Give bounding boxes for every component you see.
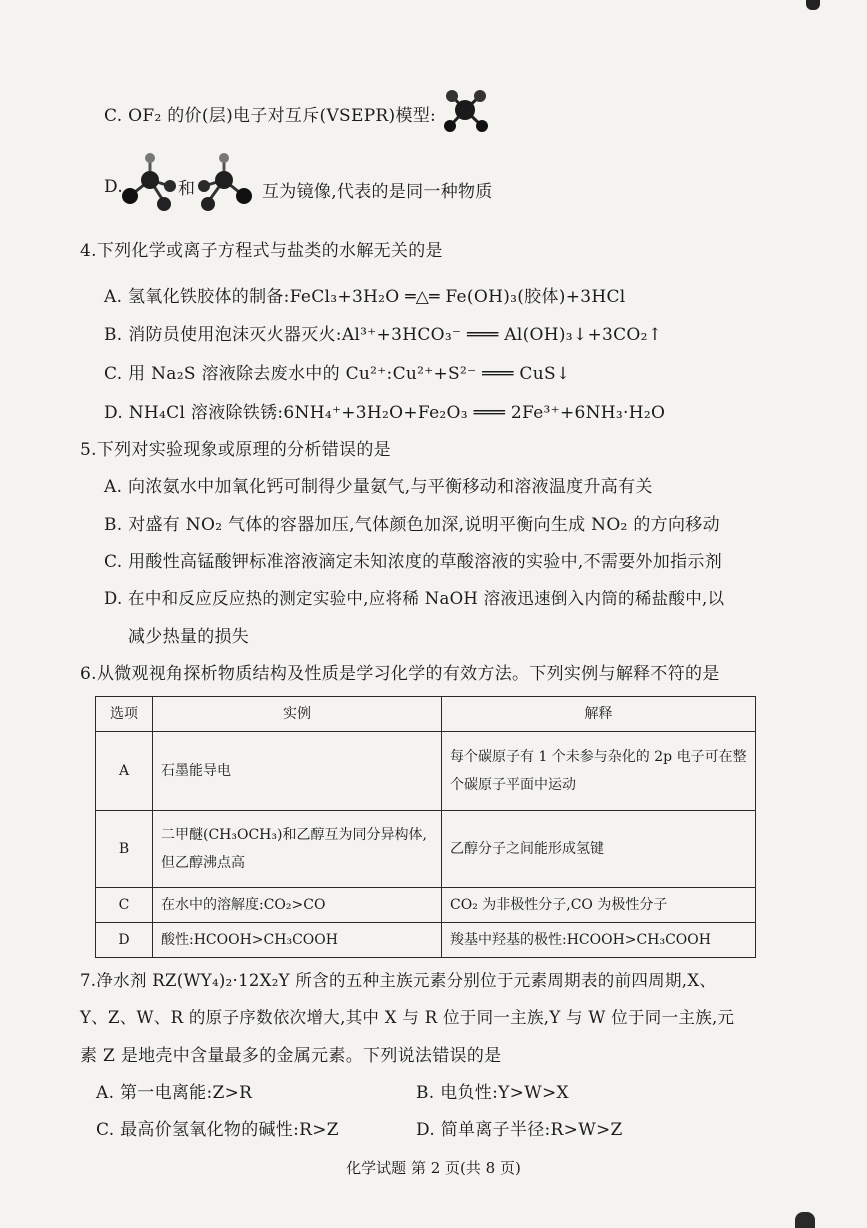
q7-option-d: D. 简单离子半径:R>W>Z	[416, 1120, 623, 1140]
cell-example: 酸性:HCOOH>CH₃COOH	[153, 923, 442, 958]
q7-stem-line3: 素 Z 是地壳中含量最多的金属元素。下列说法错误的是	[80, 1046, 502, 1066]
table-row	[96, 888, 756, 923]
q3-option-d-text: 互为镜像,代表的是同一种物质	[262, 182, 493, 202]
q4-option-b: B. 消防员使用泡沫灭火器灭火:Al³⁺+3HCO₃⁻ ═══ Al(OH)₃↓+3CO₂↑	[104, 325, 663, 345]
header-example: 实例	[153, 697, 442, 732]
q4-option-d: D. NH₄Cl 溶液除铁锈:6NH₄⁺+3H₂O+Fe₂O₃ ═══ 2Fe³⁺+6NH₃·H₂O	[104, 403, 666, 423]
q7-option-b: B. 电负性:Y>W>X	[416, 1083, 569, 1103]
q6-stem: 6.从微观视角探析物质结构及性质是学习化学的有效方法。下列实例与解释不符的是	[80, 664, 720, 684]
q5-option-b: B. 对盛有 NO₂ 气体的容器加压,气体颜色加深,说明平衡向生成 NO₂ 的方向移动	[104, 515, 720, 535]
q4-option-a: A. 氢氧化铁胶体的制备:FeCl₃+3H₂O ═△═ Fe(OH)₃(胶体)+3HCl	[104, 287, 626, 307]
cell-option: D	[96, 923, 153, 958]
cell-option: C	[96, 888, 153, 923]
q5-stem: 5.下列对实验现象或原理的分析错误的是	[80, 440, 391, 460]
q7-option-a: A. 第一电离能:Z>R	[96, 1083, 253, 1103]
cell-option: B	[96, 811, 153, 888]
q6-table	[95, 696, 756, 958]
vsepr-model-icon	[440, 88, 492, 136]
chiral-molecule-right-icon	[196, 150, 258, 214]
q3-option-d-prefix: D.	[104, 177, 124, 197]
scan-mark	[795, 1212, 815, 1228]
q3-option-c: C. OF₂ 的价(层)电子对互斥(VSEPR)模型:	[104, 106, 437, 126]
header-explain: 解释	[442, 697, 756, 732]
q7-option-c: C. 最高价氢氧化物的碱性:R>Z	[96, 1120, 339, 1140]
q7-stem-line2: Y、Z、W、R 的原子序数依次增大,其中 X 与 R 位于同一主族,Y 与 W 位于同一主族,元	[80, 1008, 735, 1027]
cell-option: A	[96, 732, 153, 811]
table-row	[96, 732, 756, 811]
table-header-row	[96, 697, 756, 732]
cell-explain: CO₂ 为非极性分子,CO 为极性分子	[442, 888, 756, 923]
table-row	[96, 811, 756, 888]
chiral-molecule-left-icon	[120, 150, 178, 214]
q4-option-c: C. 用 Na₂S 溶液除去废水中的 Cu²⁺:Cu²⁺+S²⁻ ═══ CuS↓	[104, 364, 571, 384]
cell-explain: 乙醇分子之间能形成氢键	[442, 811, 756, 888]
cell-explain: 羧基中羟基的极性:HCOOH>CH₃COOH	[442, 923, 756, 958]
q5-option-d-line2: 减少热量的损失	[128, 627, 250, 647]
page-footer: 化学试题 第 2 页(共 8 页)	[346, 1159, 521, 1177]
scan-mark	[806, 0, 820, 10]
cell-example: 石墨能导电	[153, 732, 442, 811]
table-row	[96, 923, 756, 958]
header-option: 选项	[96, 697, 153, 732]
cell-example: 在水中的溶解度:CO₂>CO	[153, 888, 442, 923]
q3-option-d-and: 和	[178, 179, 196, 199]
cell-example: 二甲醚(CH₃OCH₃)和乙醇互为同分异构体,但乙醇沸点高	[153, 811, 442, 888]
q5-option-c: C. 用酸性高锰酸钾标准溶液滴定未知浓度的草酸溶液的实验中,不需要外加指示剂	[104, 552, 723, 572]
q5-option-d-line1: D. 在中和反应反应热的测定实验中,应将稀 NaOH 溶液迅速倒入内筒的稀盐酸中,以	[104, 589, 725, 608]
cell-explain: 每个碳原子有 1 个未参与杂化的 2p 电子可在整个碳原子平面中运动	[442, 732, 756, 811]
q5-option-a: A. 向浓氨水中加氧化钙可制得少量氨气,与平衡移动和溶液温度升高有关	[104, 477, 653, 497]
q7-stem-line1: 7.净水剂 RZ(WY₄)₂·12X₂Y 所含的五种主族元素分别位于元素周期表的前四周期,X、	[80, 971, 717, 990]
q4-stem: 4.下列化学或离子方程式与盐类的水解无关的是	[80, 241, 443, 261]
